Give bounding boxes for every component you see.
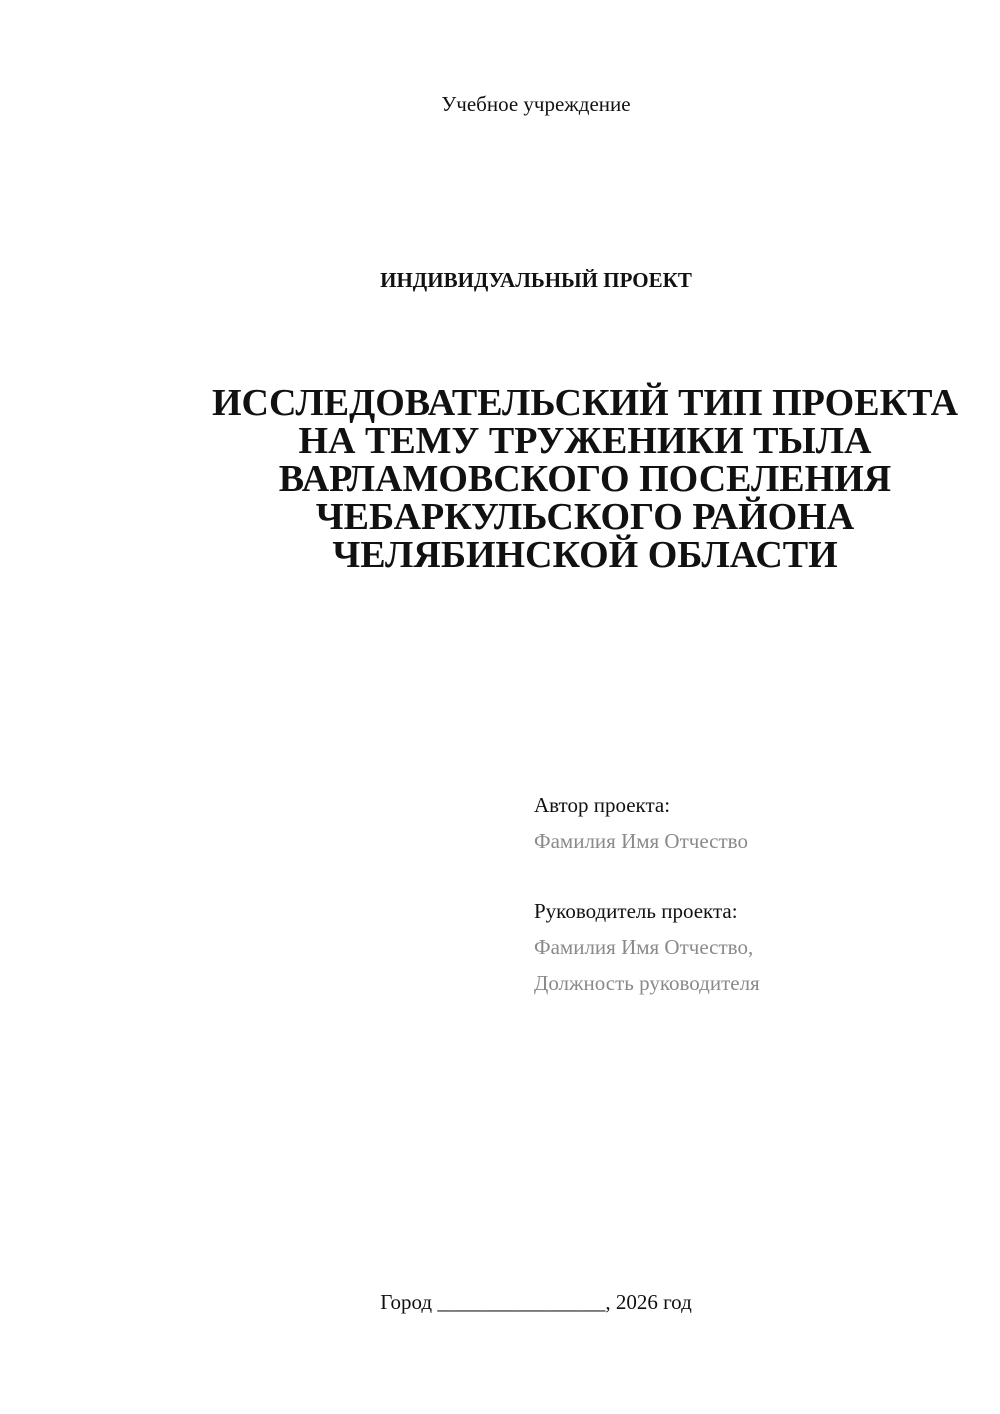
supervisor-label: Руководитель проекта:	[534, 899, 738, 923]
author-block	[534, 787, 748, 859]
supervisor-position: Должность руководителя	[534, 971, 760, 995]
author-label: Автор проекта:	[534, 793, 671, 817]
city-year-footer: Город ________________, 2026 год	[380, 1290, 692, 1314]
project-title	[120, 384, 1000, 574]
institution-name: Учебное учреждение	[441, 92, 631, 116]
title-line-5: ЧЕЛЯБИНСКОЙ ОБЛАСТИ	[332, 534, 838, 576]
project-type-heading: ИНДИВИДУАЛЬНЫЙ ПРОЕКТ	[380, 268, 692, 292]
title-line-2: НА ТЕМУ ТРУЖЕНИКИ ТЫЛА	[298, 420, 872, 462]
author-name: Фамилия Имя Отчество	[534, 829, 748, 853]
title-line-1: ИССЛЕДОВАТЕЛЬСКИЙ ТИП ПРОЕКТА	[211, 382, 959, 424]
title-line-3: ВАРЛАМОВСКОГО ПОСЕЛЕНИЯ	[278, 458, 892, 500]
supervisor-name: Фамилия Имя Отчество,	[534, 935, 754, 959]
title-line-4: ЧЕБАРКУЛЬСКОГО РАЙОНА	[315, 496, 855, 538]
supervisor-block	[534, 893, 760, 1001]
